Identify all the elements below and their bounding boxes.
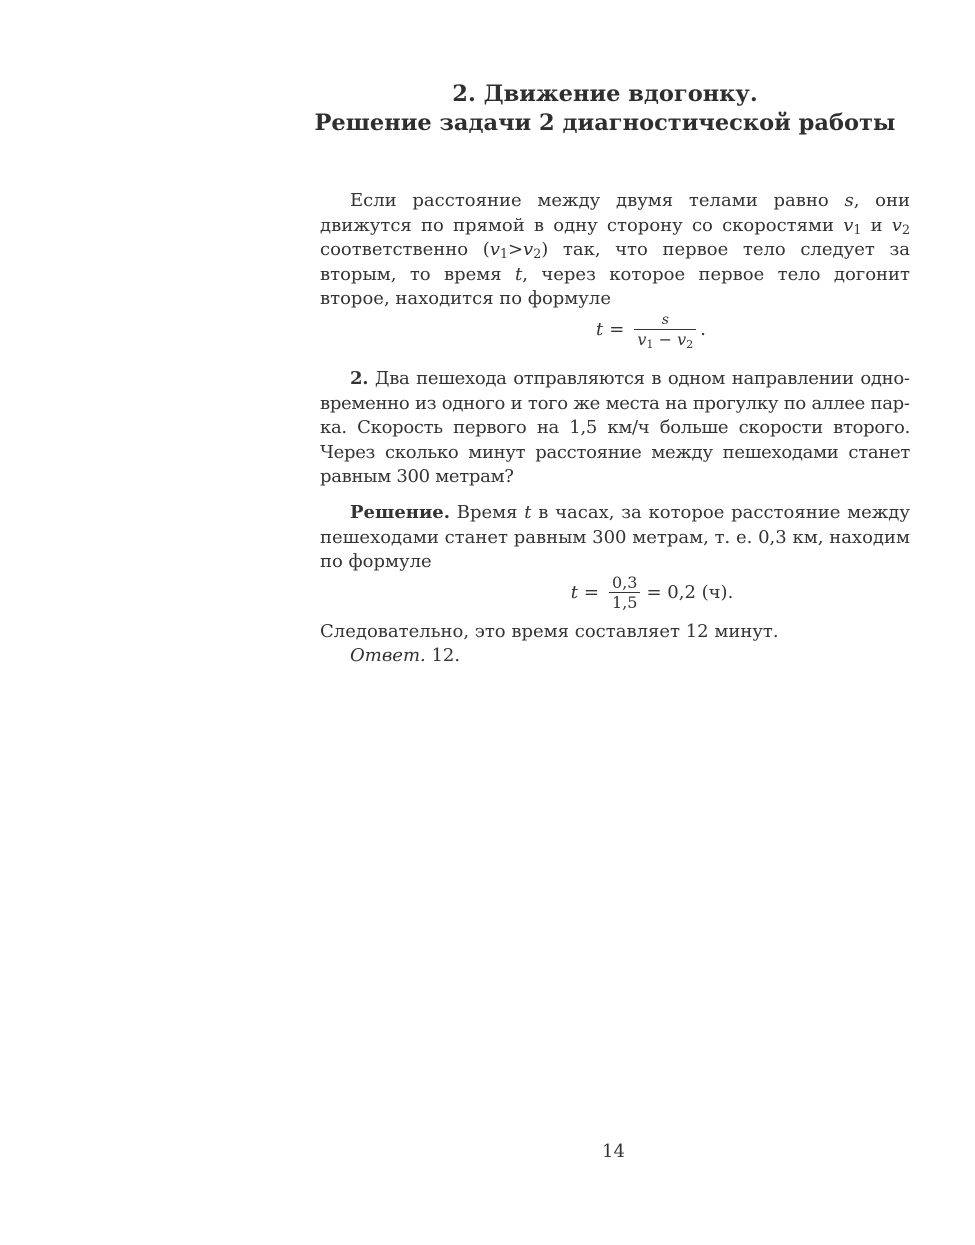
title-line-1: 2. Движение вдогонку. [452, 81, 758, 107]
page-content [314, 80, 911, 669]
var-v1b: v [489, 239, 500, 261]
sub-1: 1 [853, 221, 862, 237]
var-t: t [515, 263, 523, 285]
section-title [300, 80, 910, 138]
intro-text-4: ) так, что первое тело следует за вторым, то время [320, 239, 911, 285]
problem-paragraph [320, 367, 910, 490]
page-number: 14 [602, 1141, 625, 1162]
sub-2: 2 [901, 221, 910, 237]
intro-text-5: , через которое первое тело догонит второе, находится по формуле [320, 263, 910, 310]
title-line-2: Решение задачи 2 диагностической работы [314, 110, 896, 136]
formula2-lhs: t [570, 582, 578, 604]
problem-number: 2. [350, 367, 369, 389]
sub-1b: 1 [499, 246, 508, 262]
den-sub2: 2 [686, 337, 694, 351]
solution-text-2: в часах, за которое расстояние между пешеходами станет равным 300 метрам, т. е. 0,3 км, находим по формуле [320, 501, 910, 573]
formula1-eq: = [609, 319, 625, 341]
formula2-numerator: 0,3 [612, 572, 638, 592]
var-v2b: v [523, 239, 534, 261]
den-v1: v [637, 329, 647, 349]
formula1-denominator [634, 329, 696, 349]
intro-text-1: Если расстояние между двумя телами равно [350, 190, 829, 211]
intro-paragraph [320, 189, 910, 312]
formula1-fraction [634, 312, 696, 349]
den-sub1: 1 [646, 337, 654, 351]
sub-2b: 2 [533, 246, 542, 262]
intro-text-2: , они движутся по прямой в одну сторону со скоростями [320, 190, 910, 236]
den-minus: − [658, 329, 672, 349]
formula1-lhs: t [596, 319, 604, 341]
solution-text-1: Время [456, 501, 518, 523]
solution-paragraph [320, 501, 910, 575]
formula2-rhs: = 0,2 (ч). [646, 582, 734, 604]
gt-sign: > [507, 239, 524, 261]
formula1-end: . [700, 319, 706, 341]
solution-label: Решение. [350, 501, 451, 523]
formula-solution [394, 572, 910, 612]
conclusion-paragraph: Следовательно, это время составляет 12 минут. [320, 620, 779, 642]
formula-overtake [392, 312, 910, 349]
intro-and: и [870, 214, 883, 236]
den-v2: v [677, 329, 687, 349]
intro-text-3: соответственно ( [320, 239, 490, 261]
var-s: s [844, 190, 854, 211]
answer-value: 12. [431, 645, 461, 667]
answer-paragraph [320, 644, 910, 669]
formula2-denominator: 1,5 [609, 592, 640, 612]
var-v2: v [891, 214, 902, 236]
formula2-fraction [609, 572, 640, 612]
solution-var-t: t [524, 501, 532, 523]
formula1-numerator: s [661, 311, 669, 328]
answer-label: Ответ. [350, 645, 426, 667]
var-v1: v [843, 214, 854, 236]
formula2-eq: = [583, 582, 600, 604]
problem-text: Два пешехода отправляются в одном направлении одновременно из одного и того же места на прогулку по аллее парка. Скорость первого на 1,5 км/ч больше скорости второго. Через сколько минут расстояние между пешеходами станет равным 300 метрам? [320, 367, 910, 488]
